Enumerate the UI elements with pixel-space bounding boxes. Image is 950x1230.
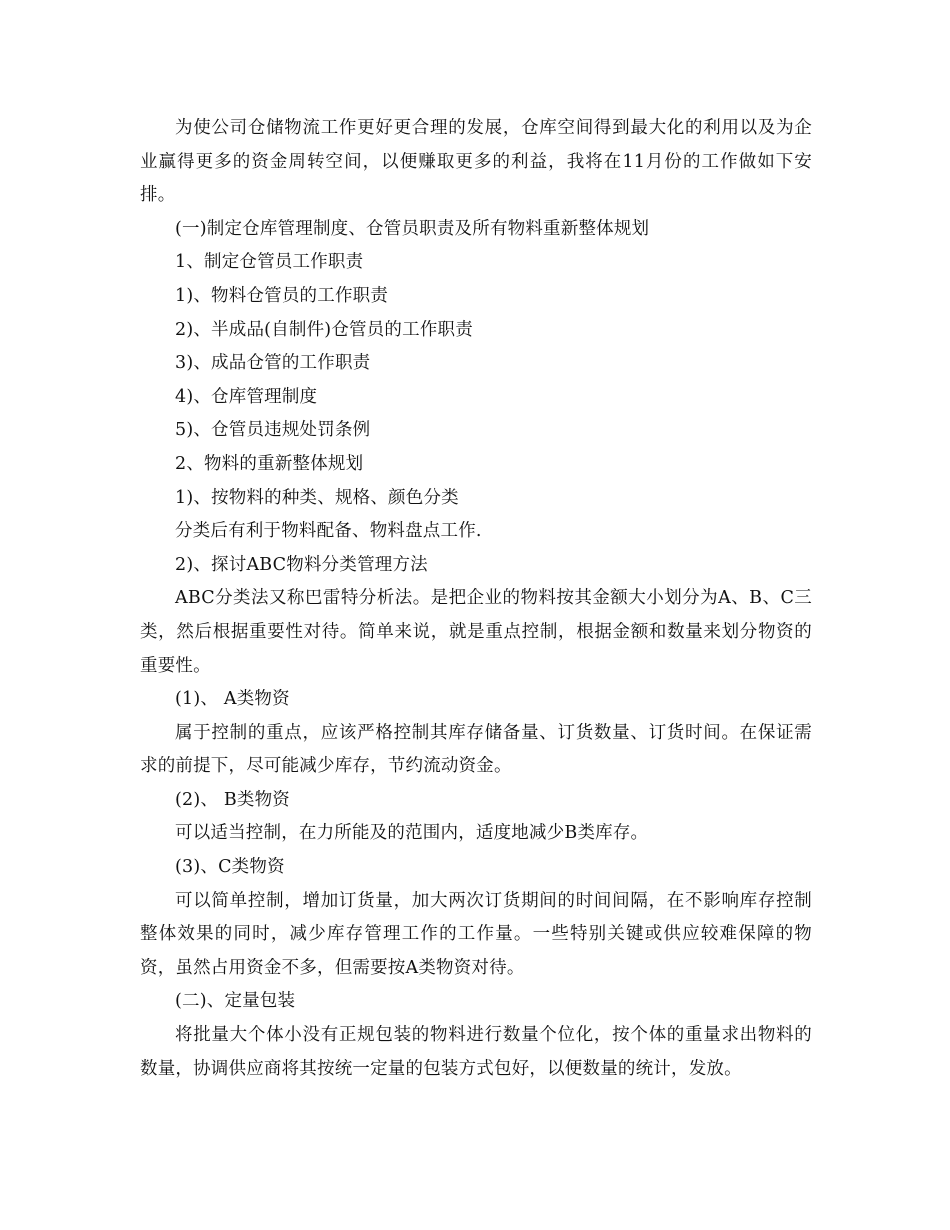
list-item: 2)、探讨ABC物料分类管理方法	[175, 554, 428, 575]
body-paragraph: 分类后有利于物料配备、物料盘点工作.	[175, 521, 482, 542]
body-paragraph: ABC分类法又称巴雷特分析法。是把企业的物料按其金额大小划分为A、B、C三类，然后根据重要性对待。简单来说，就是重点控制，根据金额和数量来划分物资的重要性。	[140, 588, 812, 676]
section-heading-1: (一)制定仓库管理制度、仓管员职责及所有物料重新整体规划	[175, 218, 650, 239]
subsection-heading: 2、物料的重新整体规划	[175, 453, 364, 474]
list-item: 3)、成品仓管的工作职责	[175, 353, 371, 374]
list-item: 4)、仓库管理制度	[175, 386, 318, 407]
body-paragraph: 可以简单控制，增加订货量，加大两次订货期间的时间间隔，在不影响库存控制整体效果的同时，减少库存管理工作的工作量。一些特别关键或供应较难保障的物资，虽然占用资金不多，但需要按A类物资对待。	[140, 890, 812, 978]
list-item: 5)、仓管员违规处罚条例	[175, 420, 371, 441]
body-paragraph: 将批量大个体小没有正规包装的物料进行数量个位化，按个体的重量求出物料的数量，协调供应商将其按统一定量的包装方式包好，以便数量的统计，发放。	[140, 1025, 812, 1079]
body-paragraph: 属于控制的重点，应该严格控制其库存储备量、订货数量、订货时间。在保证需求的前提下，尽可能减少库存，节约流动资金。	[140, 722, 812, 777]
list-item: 1)、物料仓管员的工作职责	[175, 285, 389, 306]
list-item: 2)、半成品(自制件)仓管员的工作职责	[175, 319, 473, 340]
class-heading: (1)、 A类物资	[175, 689, 290, 710]
section-heading-2: (二)、定量包装	[175, 991, 296, 1012]
class-heading: (3)、C类物资	[175, 857, 285, 878]
document-body	[140, 112, 812, 1086]
subsection-heading: 1、制定仓管员工作职责	[175, 252, 364, 273]
intro-paragraph: 为使公司仓储物流工作更好更合理的发展，仓库空间得到最大化的利用以及为企业赢得更多的资金周转空间，以便赚取更多的利益，我将在11月份的工作做如下安排。	[140, 118, 812, 206]
body-paragraph: 可以适当控制，在力所能及的范围内，适度地减少B类库存。	[175, 823, 649, 844]
class-heading: (2)、 B类物资	[175, 789, 291, 810]
list-item: 1)、按物料的种类、规格、颜色分类	[175, 487, 459, 508]
